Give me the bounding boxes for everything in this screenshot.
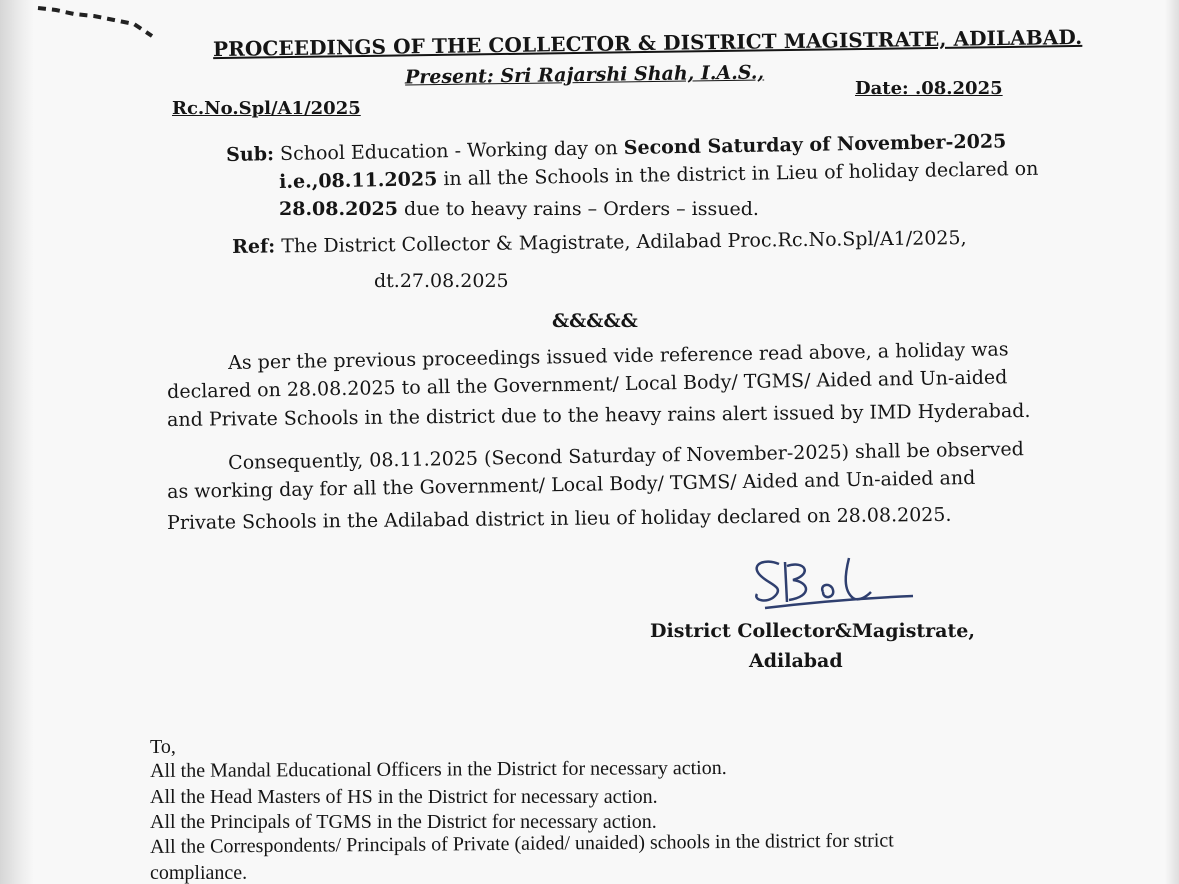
distribution-line-4: All the Correspondents/ Principals of Private (aided/ unaided) schools in the district for strict: [150, 829, 894, 858]
para2-line-1: Consequently, 08.11.2025 (Second Saturday of November-2025) shall be observed: [228, 438, 1024, 474]
subject-line-2: i.e.,08.11.2025 in all the Schools in the district in Lieu of holiday declared on: [279, 157, 1039, 193]
distribution-line-2: All the Head Masters of HS in the District for necessary action.: [150, 786, 658, 808]
reference-line-1: Ref: The District Collector & Magistrate, Adilabad Proc.Rc.No.Spl/A1/2025,: [232, 227, 967, 258]
handwritten-signature-icon: [735, 552, 925, 622]
section-separator: &&&&&: [552, 310, 638, 332]
order-date: Date: .08.2025: [855, 78, 1003, 99]
reference-number: Rc.No.Spl/A1/2025: [172, 98, 361, 119]
reference-line-2: dt.27.08.2025: [374, 270, 509, 292]
para1-line-3: and Private Schools in the district due to the heavy rains alert issued by IMD Hyderabad.: [167, 399, 1031, 431]
signatory-designation: District Collector&Magistrate,: [650, 620, 975, 642]
subject-line-3: 28.08.2025 due to heavy rains – Orders – issued.: [279, 198, 759, 220]
reference-label: Ref:: [232, 235, 276, 258]
para1-line-1: As per the previous proceedings issued vide reference read above, a holiday was: [228, 338, 1009, 374]
subject-label: Sub:: [226, 143, 275, 166]
signatory-place: Adilabad: [749, 650, 843, 672]
distribution-line-5: compliance.: [150, 862, 248, 884]
present-officer: Present: Sri Rajarshi Shah, I.A.S.,: [404, 61, 765, 89]
distribution-to: To,: [150, 736, 176, 758]
para1-line-2: declared on 28.08.2025 to all the Government/ Local Body/ TGMS/ Aided and Un-aided: [167, 366, 1008, 403]
document-title: PROCEEDINGS OF THE COLLECTOR & DISTRICT MAGISTRATE, ADILABAD.: [212, 24, 1083, 62]
para2-line-2: as working day for all the Government/ Local Body/ TGMS/ Aided and Un-aided and: [167, 466, 976, 503]
para2-line-3: Private Schools in the Adilabad district in lieu of holiday declared on 28.08.2025.: [167, 503, 952, 534]
distribution-line-1: All the Mandal Educational Officers in the District for necessary action.: [150, 756, 727, 782]
distribution-line-3: All the Principals of TGMS in the District for necessary action.: [150, 811, 657, 833]
subject-line-1: Sub: School Education - Working day on Second Saturday of November-2025: [226, 130, 1007, 166]
